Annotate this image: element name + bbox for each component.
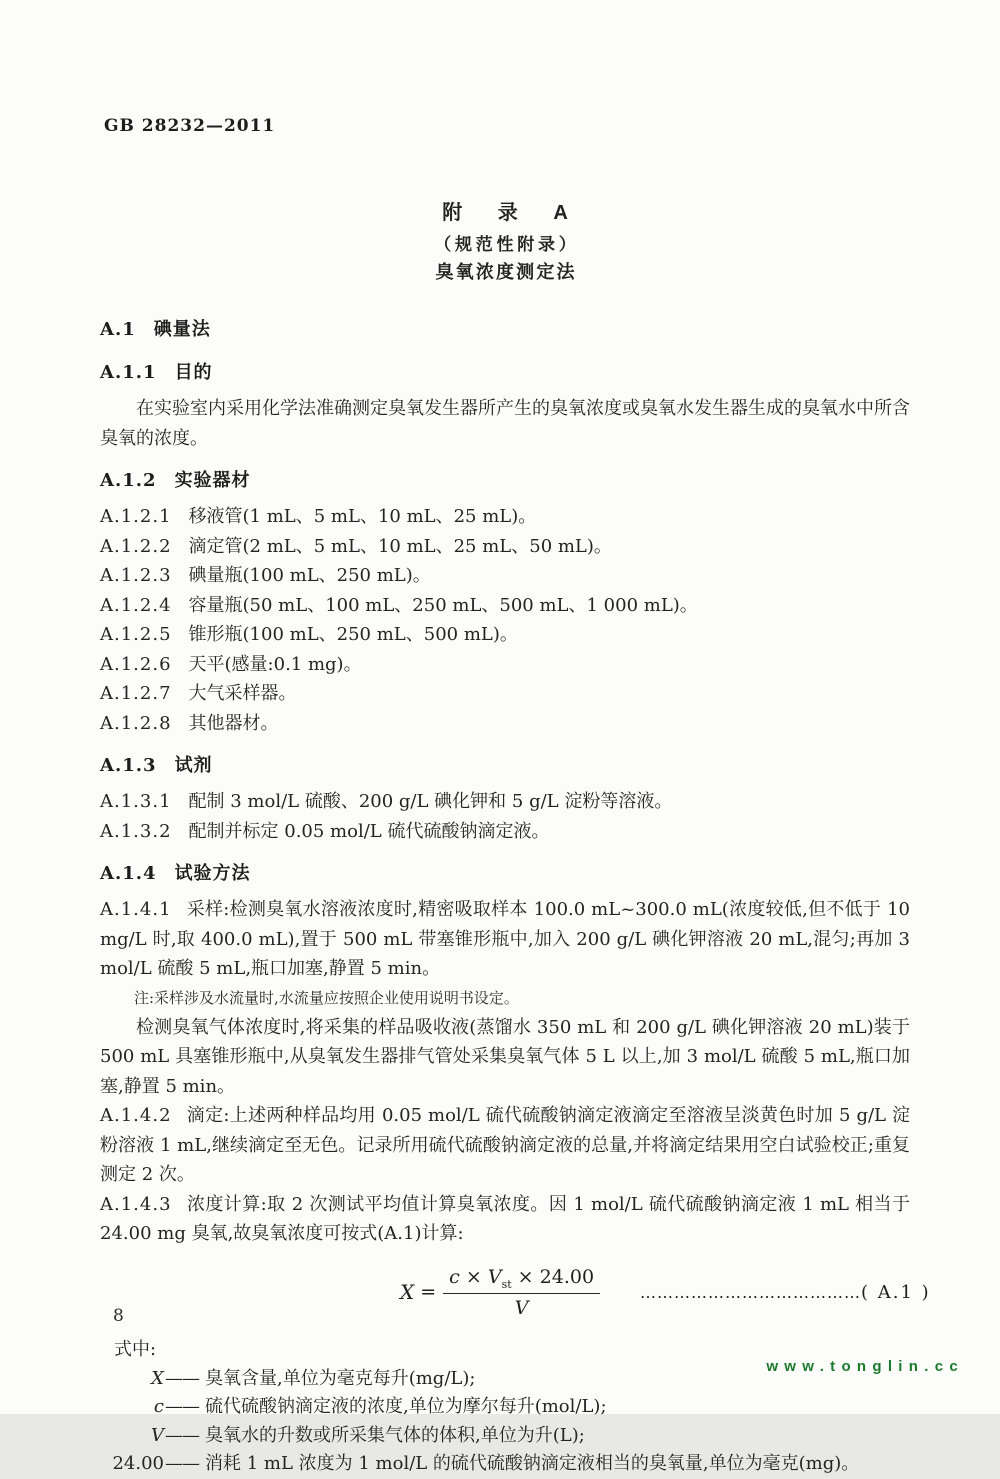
equipment-item — [100, 709, 910, 739]
heading-a14-number: A.1.4 — [100, 863, 157, 884]
clause-number: A.1.2.5 — [100, 624, 172, 645]
heading-a12 — [100, 466, 910, 495]
appendix-title: 附 录 A — [442, 202, 583, 224]
reagent-item — [100, 817, 910, 847]
formula-var-vst: V — [487, 1265, 502, 1288]
clause-text: 滴定管(2 mL、5 mL、10 mL、25 mL、50 mL)。 — [188, 535, 612, 557]
symbol-24-00: 24.00 — [112, 1453, 164, 1474]
clause-number: A.1.4.1 — [100, 899, 172, 920]
clause-number: A.1.3.1 — [100, 791, 172, 812]
symbol-x: X — [151, 1367, 164, 1389]
clause-text: 配制 3 mol/L 硫酸、200 g/L 碘化钾和 5 g/L 淀粉等溶液。 — [188, 791, 673, 812]
clause-number: A.1.2.1 — [100, 506, 172, 527]
gas-sampling-paragraph: 检测臭氧气体浓度时,将采集的样品吸收液(蒸馏水 350 mL 和 200 g/L 碘化钾溶液 20 mL)装于 500 mL 具塞锥形瓶中,从臭氧发生器排气管处采集臭氧气体 5 L 以上,加 3 mol/L 硫酸 5 mL,瓶口加塞,静置 5 min。 — [100, 1016, 910, 1097]
formula-subscript-st: st — [501, 1277, 512, 1291]
clause-number: A.1.2.3 — [100, 565, 172, 586]
symbol-c: c — [153, 1396, 164, 1417]
appendix-name: 臭氧浓度测定法 — [435, 262, 577, 282]
definition-dash: —— — [165, 1396, 199, 1417]
sampling-note: 注:采样涉及水流量时,水流量应按照企业使用说明书设定。 — [134, 988, 519, 1007]
equipment-item — [100, 561, 910, 591]
heading-a13-number: A.1.3 — [100, 755, 157, 776]
heading-a14-label: 试验方法 — [174, 863, 251, 883]
page-content — [100, 198, 931, 1479]
definition-text: 臭氧水的升数或所采集气体的体积,单位为升(L); — [205, 1424, 585, 1446]
formula-equation — [400, 1266, 600, 1320]
sampling-paragraph — [100, 895, 910, 984]
definition-symbol — [100, 1450, 164, 1479]
clause-number: A.1.3.2 — [100, 820, 172, 842]
formula-a1 — [100, 1265, 931, 1321]
appendix-title-block — [100, 198, 910, 285]
watermark-url: www.tonglin.cc — [766, 1358, 964, 1375]
clause-number: A.1.2.6 — [100, 653, 172, 675]
heading-a13 — [100, 751, 910, 780]
heading-a11-number: A.1.1 — [100, 362, 157, 383]
definition-row — [100, 1422, 910, 1451]
equipment-item — [100, 502, 910, 532]
definition-text: 消耗 1 mL 浓度为 1 mol/L 的硫代硫酸钠滴定液相当的臭氧量,单位为毫克(mg)。 — [205, 1453, 860, 1474]
clause-number: A.1.2.4 — [100, 594, 172, 616]
heading-a11-label: 目的 — [174, 362, 213, 382]
heading-a13-label: 试剂 — [174, 755, 213, 775]
reagent-item — [100, 787, 910, 817]
heading-a1 — [100, 315, 910, 344]
purpose-paragraph: 在实验室内采用化学法准确测定臭氧发生器所产生的臭氧浓度或臭氧水发生器生成的臭氧水中所含臭氧的浓度。 — [100, 398, 910, 449]
clause-text: 碘量瓶(100 mL、250 mL)。 — [188, 565, 431, 586]
equipment-item — [100, 591, 910, 621]
clause-text: 浓度计算:取 2 次测试平均值计算臭氧浓度。因 1 mol/L 硫代硫酸钠滴定液 1 mL 相当于 24.00 mg 臭氧,故臭氧浓度可按式(A.1)计算: — [100, 1193, 910, 1244]
formula-numerator — [443, 1266, 600, 1295]
clause-text: 配制并标定 0.05 mol/L 硫代硫酸钠滴定液。 — [188, 820, 550, 842]
equipment-item — [100, 679, 910, 709]
definition-dash: —— — [165, 1367, 199, 1389]
definition-symbol — [100, 1393, 164, 1422]
clause-number: A.1.4.2 — [100, 1105, 172, 1126]
heading-a11 — [100, 358, 910, 387]
definition-text: 臭氧含量,单位为毫克每升(mg/L); — [205, 1367, 476, 1389]
definition-symbol — [100, 1365, 164, 1394]
clause-number: A.1.2.8 — [100, 712, 172, 734]
formula-fraction — [443, 1266, 600, 1320]
equipment-item — [100, 532, 910, 562]
clause-text: 锥形瓶(100 mL、250 mL、500 mL)。 — [188, 624, 518, 645]
clause-number: A.1.2.2 — [100, 535, 172, 557]
clause-text: 大气采样器。 — [188, 683, 297, 704]
clause-text: 移液管(1 mL、5 mL、10 mL、25 mL)。 — [188, 506, 537, 527]
clause-number: A.1.2.7 — [100, 683, 172, 704]
definition-dash: —— — [165, 1424, 199, 1446]
titration-paragraph — [100, 1101, 910, 1190]
clause-text: 采样:检测臭氧水溶液浓度时,精密吸取样本 100.0 mL~300.0 mL(浓度较低,但不低于 10 mg/L 时,取 400.0 mL),置于 500 mL 带塞锥形瓶中,加入 200 g/L 碘化钾溶液 20 mL,混匀;再加 3 mol/L 硫酸 5 mL,瓶口加塞,静置 5 min。 — [100, 899, 910, 979]
definition-symbol — [100, 1422, 164, 1451]
heading-a1-number: A.1 — [100, 319, 136, 340]
formula-constant: 24.00 — [539, 1265, 595, 1288]
formula-times: × — [459, 1265, 488, 1288]
appendix-subtitle: （规范性附录） — [434, 235, 580, 254]
heading-a12-label: 实验器材 — [174, 470, 251, 490]
clause-text: 其他器材。 — [188, 712, 279, 734]
standard-number: GB 28232—2011 — [104, 116, 276, 136]
heading-a14 — [100, 859, 910, 888]
equipment-item — [100, 620, 910, 650]
calculation-paragraph — [100, 1190, 910, 1249]
definition-row — [100, 1450, 910, 1479]
definition-row — [100, 1393, 910, 1422]
formula-label: ( A.1 ) — [861, 1282, 931, 1303]
formula-denominator: V — [514, 1297, 529, 1320]
clause-number: A.1.4.3 — [100, 1193, 172, 1215]
heading-a1-label: 碘量法 — [153, 319, 211, 339]
equipment-item — [100, 650, 910, 680]
clause-text: 天平(感量:0.1 mg)。 — [188, 653, 362, 675]
formula-lhs: X — [400, 1280, 415, 1305]
formula-times: × — [511, 1265, 540, 1288]
definition-text: 硫代硫酸钠滴定液的浓度,单位为摩尔每升(mol/L); — [205, 1396, 607, 1417]
formula-leader-dots: ………………………………… — [640, 1283, 862, 1302]
formula-equals: = — [420, 1281, 437, 1304]
symbol-v: V — [151, 1424, 164, 1446]
definition-dash: —— — [165, 1453, 199, 1474]
clause-text: 容量瓶(50 mL、100 mL、250 mL、500 mL、1 000 mL)。 — [188, 594, 698, 616]
where-intro: 式中: — [114, 1338, 157, 1360]
formula-var-c: c — [449, 1265, 460, 1288]
clause-text: 滴定:上述两种样品均用 0.05 mol/L 硫代硫酸钠滴定液滴定至溶液呈淡黄色时加 5 g/L 淀粉溶液 1 mL,继续滴定至无色。记录所用硫代硫酸钠滴定液的总量,并将滴定结果用空白试验校正;重复测定 2 次。 — [100, 1105, 910, 1185]
heading-a12-number: A.1.2 — [100, 470, 157, 491]
page-number: 8 — [113, 1306, 124, 1326]
